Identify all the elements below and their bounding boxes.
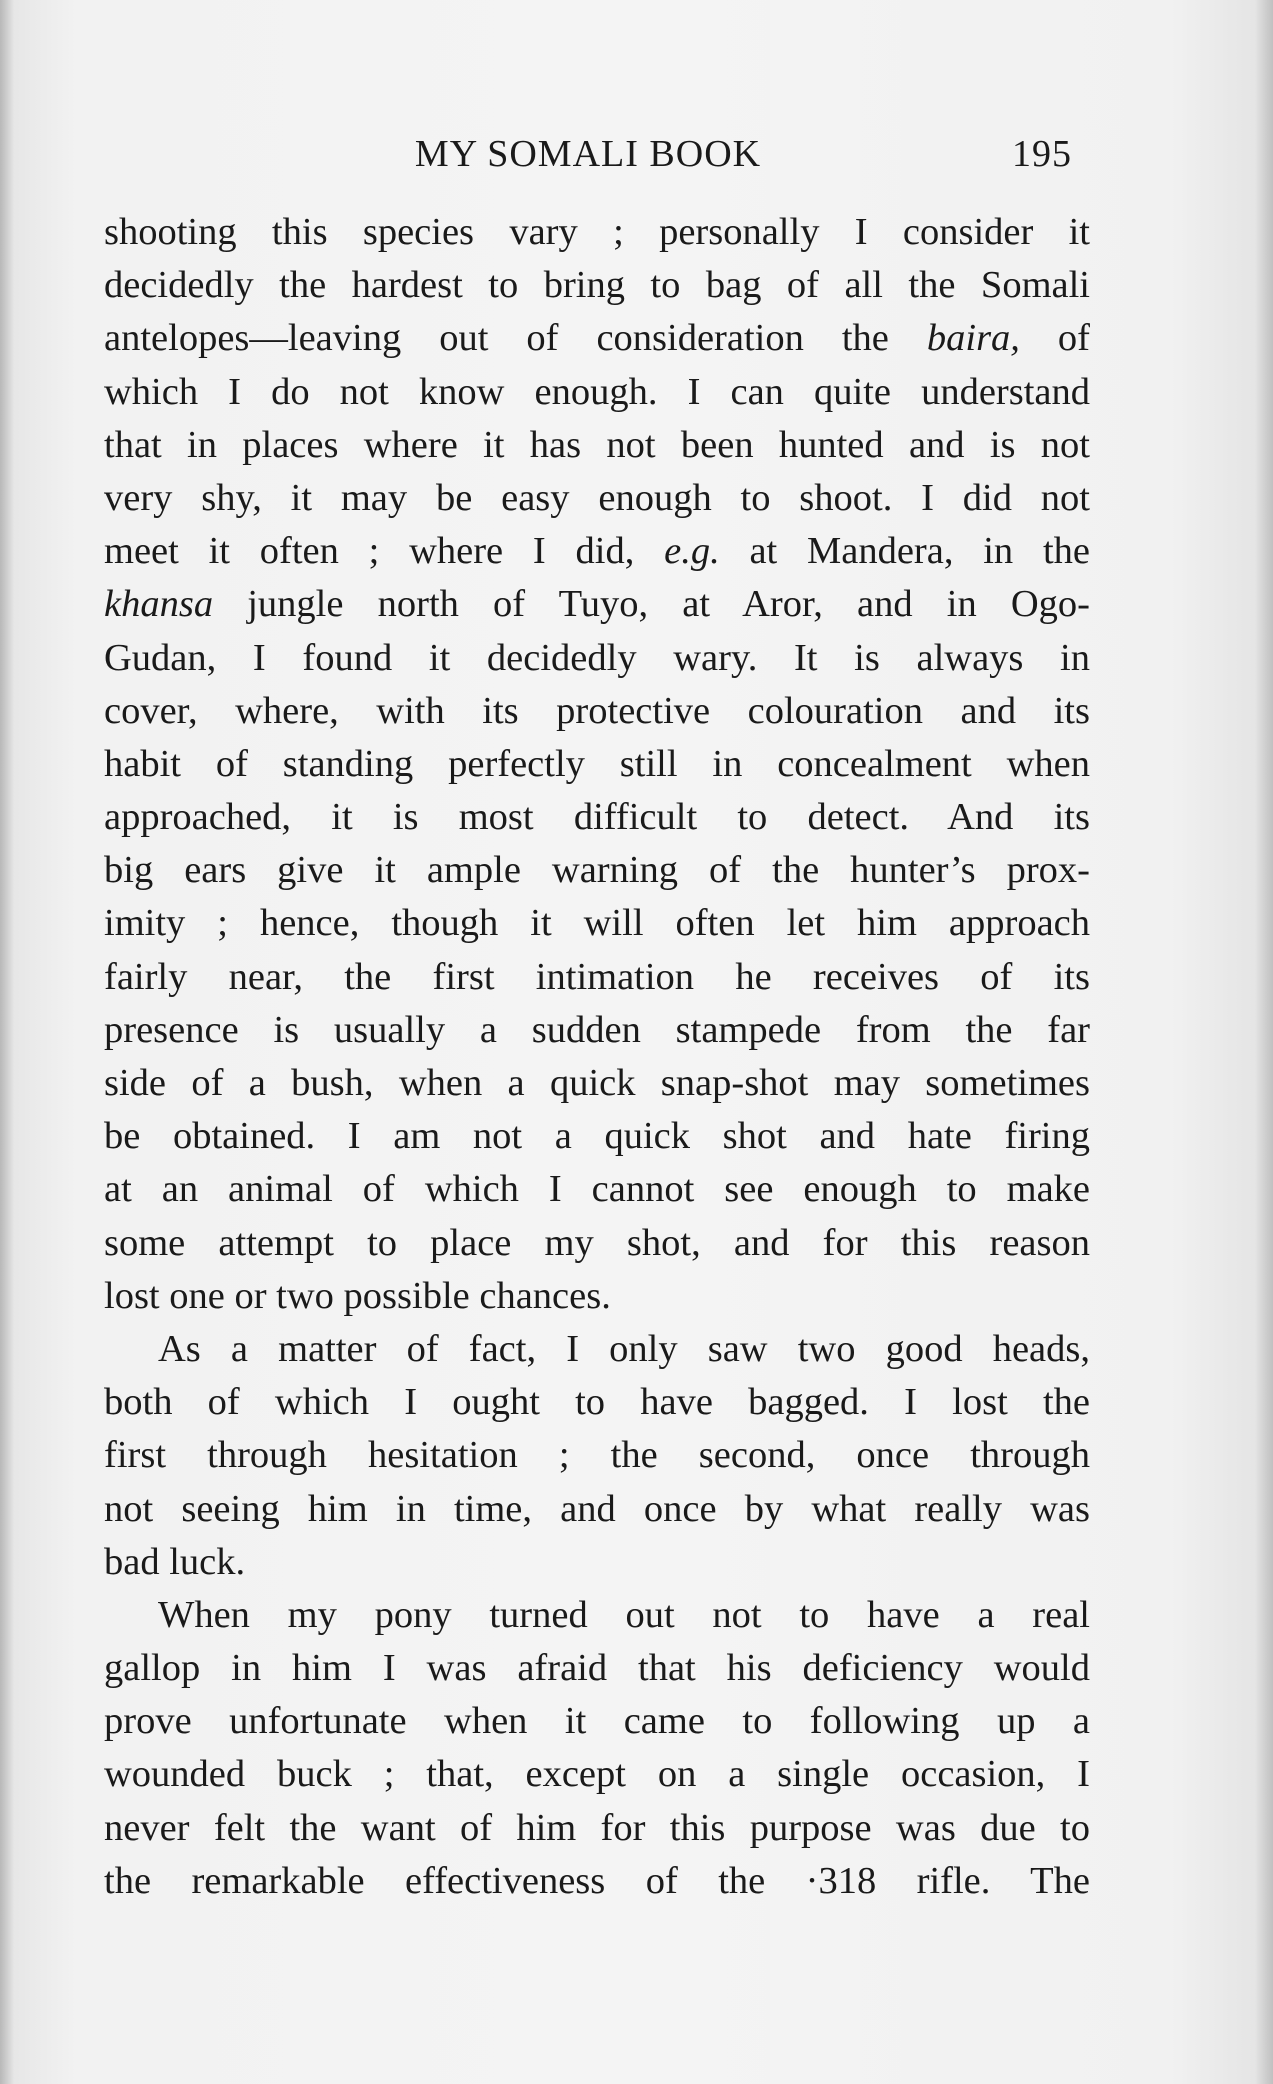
- italic-term: baira,: [926, 317, 1020, 360]
- text-line: gallop in him I was afraid that his deficiency would: [104, 1647, 1090, 1690]
- page-edge-shadow-right: [1255, 0, 1273, 2084]
- text-line: approached, it is most difficult to detect. And its: [104, 796, 1090, 839]
- running-title: MY SOMALI BOOK: [414, 133, 762, 175]
- text-segment: antelopes—leaving out of consideration the: [104, 317, 927, 360]
- text-line: As a matter of fact, I only saw two good heads,: [158, 1327, 1090, 1370]
- text-line: habit of standing perfectly still in concealment when: [104, 742, 1090, 785]
- italic-term: khansa: [104, 583, 214, 626]
- text-line: never felt the want of him for this purpose was due to: [104, 1806, 1090, 1849]
- text-line: Gudan, I found it decidedly wary. It is always in: [104, 636, 1090, 679]
- text-segment: of: [1019, 317, 1090, 360]
- text-segment: meet it often ; where I did,: [104, 530, 665, 573]
- text-line: shooting this species vary ; personally I consider it: [104, 211, 1090, 253]
- text-line: side of a bush, when a quick snap-shot may sometimes: [104, 1062, 1090, 1104]
- italic-term: e.g.: [664, 530, 720, 573]
- text-line: both of which I ought to have bagged. I lost the: [104, 1381, 1090, 1424]
- text-line: at an animal of which I cannot see enough to make: [104, 1168, 1090, 1211]
- text-line: [104, 312, 1090, 365]
- text-line: bad luck.: [104, 1540, 246, 1583]
- page-edge-shadow-left: [0, 0, 14, 2084]
- text-line: presence is usually a sudden stampede from the far: [104, 1008, 1090, 1051]
- text-line: which I do not know enough. I can quite understand: [104, 370, 1090, 413]
- text-line: lost one or two possible chances.: [104, 1274, 611, 1317]
- text-segment: at Mandera, in the: [719, 530, 1090, 573]
- text-line: not seeing him in time, and once by what really was: [104, 1487, 1090, 1530]
- text-line: imity ; hence, though it will often let him approach: [104, 902, 1090, 945]
- text-line: that in places where it has not been hunted and is not: [104, 423, 1090, 466]
- text-line: fairly near, the first intimation he receives of its: [104, 955, 1090, 998]
- text-line: prove unfortunate when it came to following up a: [104, 1700, 1090, 1743]
- page-number: 195: [1012, 133, 1072, 175]
- text-line: the remarkable effectiveness of the ·318 rifle. The: [104, 1859, 1090, 1902]
- text-line: first through hesitation ; the second, once through: [104, 1434, 1090, 1477]
- text-line: wounded buck ; that, except on a single occasion, I: [104, 1753, 1090, 1796]
- text-line: be obtained. I am not a quick shot and hate firing: [104, 1115, 1090, 1158]
- text-line: When my pony turned out not to have a real: [158, 1593, 1090, 1636]
- text-line: cover, where, with its protective colouration and its: [104, 689, 1090, 732]
- text-line: very shy, it may be easy enough to shoot. I did not: [104, 476, 1090, 519]
- text-segment: jungle north of Tuyo, at Aror, and in Ogo-: [213, 583, 1090, 626]
- running-head: [104, 132, 1072, 182]
- text-line: big ears give it ample warning of the hunter’s prox-: [104, 849, 1090, 892]
- text-line: [104, 578, 1090, 631]
- text-line: some attempt to place my shot, and for this reason: [104, 1221, 1090, 1264]
- text-line: [104, 525, 1090, 578]
- body-text: [104, 206, 1090, 1908]
- text-line: decidedly the hardest to bring to bag of all the Somali: [104, 264, 1090, 307]
